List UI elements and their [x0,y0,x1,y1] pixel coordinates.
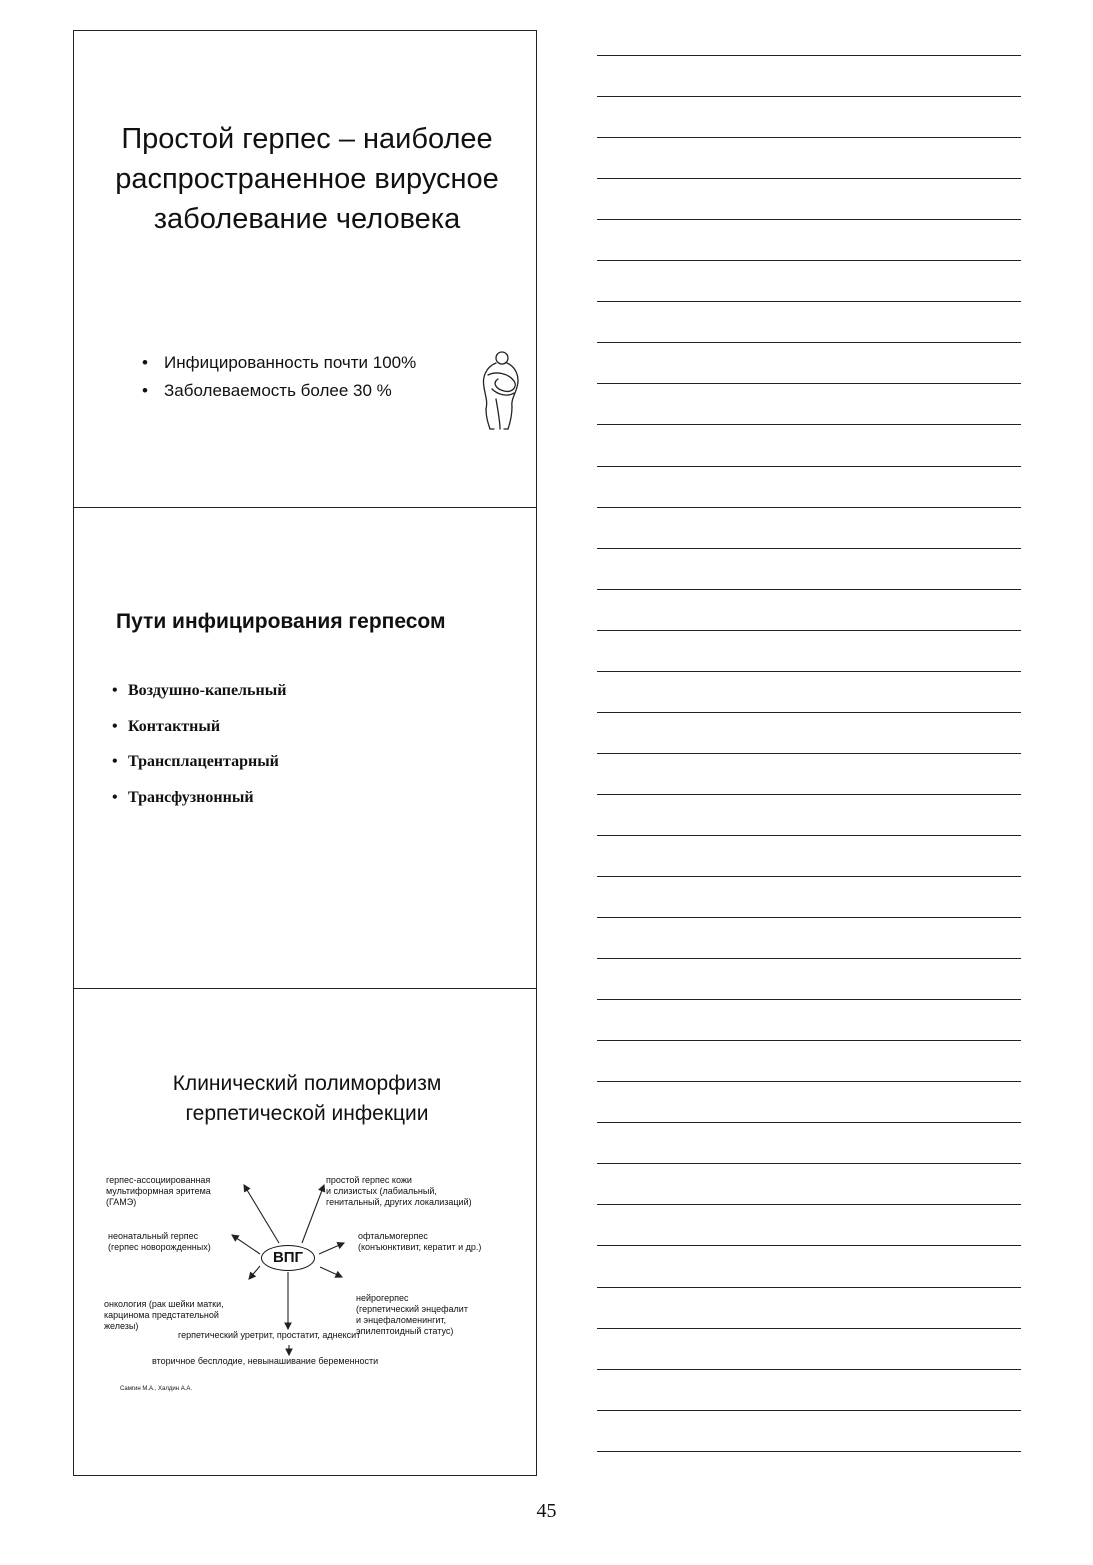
note-line [597,342,1021,343]
note-line [597,260,1021,261]
label-gamae: герпес-ассоциированная мультиформная эритема (ГАМЭ) [106,1175,211,1207]
slide-infection-routes [74,508,536,989]
note-line [597,917,1021,918]
note-line [597,876,1021,877]
note-line [597,1245,1021,1246]
slide2-bullet-list [112,682,286,824]
note-line [597,507,1021,508]
label-urethritis: герпетический уретрит, простатит, аднексит [178,1330,361,1340]
note-line [597,1451,1021,1452]
slide1-title: Простой герпес – наиболее распространенное вирусное заболевание человека [115,123,499,235]
slide2-bullet: • Трансфузнонный [112,789,286,825]
note-line [597,958,1021,959]
note-line [597,96,1021,97]
note-line [597,630,1021,631]
note-line [597,835,1021,836]
note-line [597,137,1021,138]
note-line [597,548,1021,549]
note-line [597,1040,1021,1041]
slide3-title: Клинический полиморфизм герпетической инфекции [172,1072,442,1125]
note-line [597,671,1021,672]
label-skin-herpes: простой герпес кожи и слизистых (лабиальный, генитальный, других локализаций) [326,1175,472,1207]
label-oncology: онкология (рак шейки матки, карцинома предстательной железы) [104,1299,224,1331]
notes-lines [597,0,1021,1565]
slides-column [73,30,537,1476]
note-line [597,383,1021,384]
note-line [597,1328,1021,1329]
note-line [597,55,1021,56]
note-line [597,589,1021,590]
label-infertility: вторичное бесплодие, невынашивание беременности [152,1356,379,1366]
slide2-bullet: • Трансплацентарный [112,753,286,789]
note-line [597,178,1021,179]
note-line [597,219,1021,220]
slide1-bullet: • Инфицированность почти 100% [142,349,416,377]
note-line [597,424,1021,425]
slide3-credit: Самгин М.А., Халдин А.А. [120,1386,193,1392]
slide1-bullet: • Заболеваемость более 30 % [142,377,416,405]
slide-herpes-prevalence [74,31,536,508]
label-neuroherpes: нейрогерпес (герпетический энцефалит и энцефаломенингит, эпилептоидный статус) [356,1293,468,1336]
note-line [597,999,1021,1000]
slide1-bullet-list [142,349,416,405]
slide-clinical-polymorphism [74,989,536,1475]
note-line [597,1163,1021,1164]
note-line [597,466,1021,467]
note-line [597,1287,1021,1288]
note-line [597,794,1021,795]
note-line [597,1369,1021,1370]
note-line [597,712,1021,713]
note-line [597,1081,1021,1082]
slide2-bullet: • Воздушно-капельный [112,682,286,718]
note-line [597,1122,1021,1123]
label-neonatal-herpes: неонатальный герпес (герпес новорожденных) [108,1231,211,1252]
slide2-title: Пути инфицирования герпесом [116,610,446,633]
embracing-figure-icon [474,349,524,431]
note-line [597,1204,1021,1205]
page-number: 45 [536,1500,557,1522]
slide2-bullet: • Контактный [112,718,286,754]
vpg-center-node: ВПГ [261,1245,315,1271]
note-line [597,301,1021,302]
label-ophthalmoherpes: офтальмогерпес (конъюнктивит, кератит и др.) [358,1231,482,1252]
note-line [597,1410,1021,1411]
note-line [597,753,1021,754]
